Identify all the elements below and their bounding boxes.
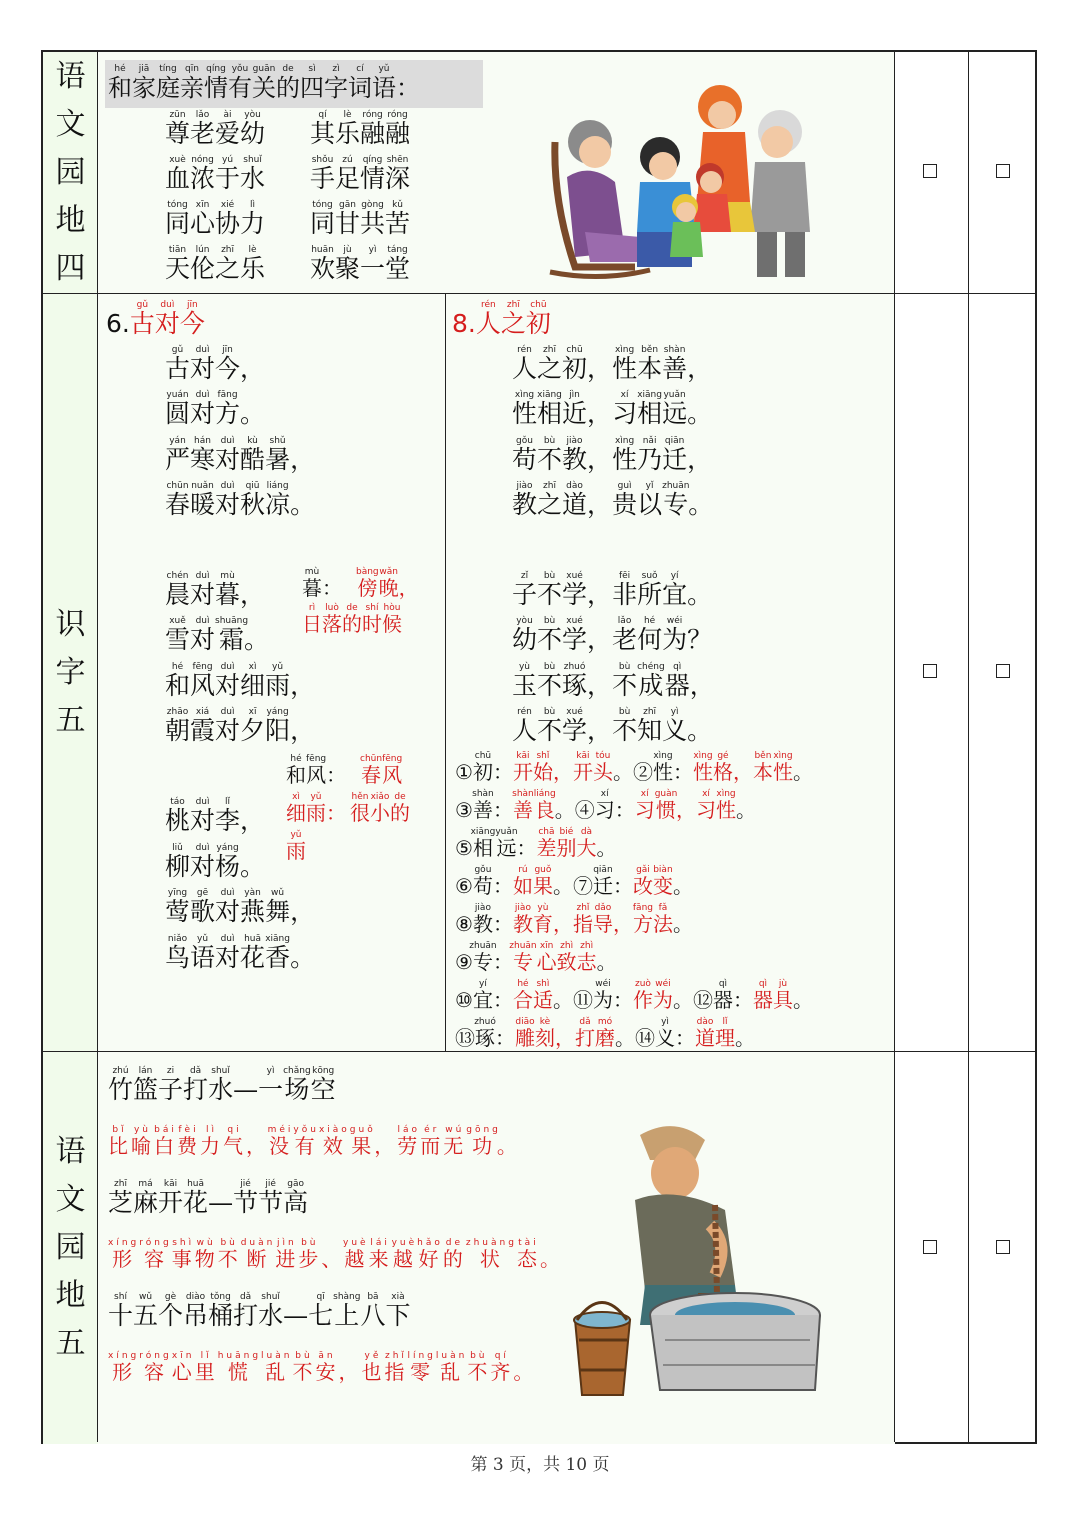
ruby-text-line: 细xì雨yǔ： [286, 792, 346, 825]
divider [43, 1051, 1035, 1052]
ruby-text-line: 同tóng甘gān共gòng苦kǔ [310, 200, 411, 238]
section1-title: 和hé家jiā庭tíng亲qīn情qíng有yǒu关guān的de四sì字zì词cí语yǔ： [108, 64, 420, 102]
divider [97, 52, 98, 1442]
ruby-text-line: 性xìng相xiāng近jìn，习xí相xiāng远yuǎn。 [512, 390, 713, 428]
poem-8-heading: 8.人rén之zhī初chū [452, 300, 551, 338]
ruby-text-line: ③善shàn：善shàn良liáng。④习xí：习xí惯guàn，习xí性xìng。 [455, 789, 757, 822]
ruby-text-line: 苟gǒu不bù教jiào，性xìng乃nǎi迁qiān， [512, 436, 713, 474]
ruby-text-line: ⑧教jiào：教jiào育yù，指zhǐ导dǎo，方fāng法fǎ。 [455, 903, 693, 936]
ruby-text-line: ⑤相xiāng远yuǎn：差chā别bié大dà。 [455, 827, 617, 860]
ruby-text-line: 芝zhī麻má开kāi花huā—节jié节jié高gāo [108, 1179, 309, 1217]
section-label-shizi-5 [43, 294, 98, 1051]
ruby-text-line: 雨yǔ [286, 830, 306, 863]
ruby-text-line: 暮mù： [302, 567, 342, 600]
checkbox-s2-b[interactable] [996, 664, 1010, 678]
ruby-text-line: 古gǔ对duì今jīn， [165, 345, 266, 383]
ruby-text-line: 尊zūn老lǎo爱ài幼yòu [165, 110, 266, 148]
ruby-text-line: 竹zhú篮lán子zi打dǎ水shuǐ—一yì场chǎng空kōng [108, 1066, 336, 1104]
label-char: 字 [55, 654, 86, 690]
ruby-text-line: 和hé风fēng： [286, 754, 347, 787]
ruby-text-line: 圆yuán对duì方fāng。 [165, 390, 266, 428]
label-char: 园 [55, 1230, 86, 1265]
ruby-text-line: 人rén之zhī初chū，性xìng本běn善shàn， [512, 345, 713, 383]
ruby-text-line: 血xuè浓nóng于yú水shuǐ [165, 155, 266, 193]
checkbox-s1-a[interactable] [923, 164, 937, 178]
ruby-text-line: 比bǐ喻yù白bái费fèi力lì气qi，没méi有yǒu效xiào果guǒ，劳láo而ér无wú功gōng。 [108, 1125, 520, 1158]
page-footer: 第 3 页，共 10 页 [470, 1455, 610, 1475]
ruby-text-line: 春chūn风fēng [360, 754, 403, 787]
label-char: 地 [55, 202, 86, 238]
label-char: 五 [55, 1326, 86, 1361]
label-char: 五 [55, 702, 86, 738]
label-char: 园 [55, 154, 86, 190]
ruby-text-line: 十shí五wǔ个gè吊diào桶tǒng打dǎ水shuǐ—七qī上shàng八bā下xià [108, 1292, 411, 1330]
ruby-text-line: 形xíng容róng事shì物wù不bù断duàn进jìn步bù、越yuè来lái越yuè好hǎo的de状zhuàng态tài。 [108, 1238, 563, 1271]
checkbox-s3-a[interactable] [923, 1240, 937, 1254]
label-char: 语 [55, 1134, 86, 1169]
checkbox-s3-b[interactable] [996, 1240, 1010, 1254]
ruby-text-line: 幼yòu不bù学xué，老lǎo何hé为wéi？ [512, 616, 713, 654]
ruby-text-line: 教jiào之zhī道dào，贵guì以yǐ专zhuān。 [512, 481, 714, 519]
boy-at-well-illustration [565, 1115, 865, 1405]
divider [968, 52, 969, 1442]
ruby-text-line: 人rén不bù学xué，不bù知zhī义yì。 [512, 707, 713, 745]
label-char: 文 [55, 1182, 86, 1217]
poem-6-heading: 6.古gǔ对duì今jīn [106, 300, 205, 338]
ruby-text-line: 形xíng容róng心xīn里lǐ慌huāng乱luàn不bù安ān，也yě指zhǐ零líng乱luàn不bù齐qí。 [108, 1351, 537, 1384]
ruby-text-line: 严yán寒hán对duì酷kù暑shǔ， [165, 436, 316, 474]
ruby-text-line: 很hěn小xiǎo的de [350, 792, 410, 825]
ruby-text-line: 晨chén对duì暮mù， [165, 571, 266, 609]
section-label-yuwen-yuandi-4 [43, 52, 98, 293]
ruby-text-line: 春chūn暖nuǎn对duì秋qiū凉liáng。 [165, 481, 316, 519]
divider [43, 293, 1035, 294]
checkbox-s1-b[interactable] [996, 164, 1010, 178]
label-char: 语 [55, 58, 86, 94]
ruby-text-line: 日rì落luò的de时shí候hòu [302, 603, 402, 636]
ruby-text-line: 雪xuě对duì霜shuāng。 [165, 616, 270, 654]
divider [445, 294, 446, 1051]
family-illustration [545, 82, 845, 282]
checkbox-s2-a[interactable] [923, 664, 937, 678]
ruby-text-line: 手shǒu足zú情qíng深shēn [310, 155, 411, 193]
ruby-text-line: ⑩宜yí：合hé适shì。⑪为wéi：作zuò为wéi。⑫器qì：器qì具jù。 [455, 979, 813, 1012]
section-label-yuwen-yuandi-5 [43, 1052, 98, 1444]
ruby-text-line: 子zǐ不bù学xué，非fēi所suǒ宜yí。 [512, 571, 713, 609]
ruby-text-line: ⑥苟gǒu：如rú果guǒ。⑦迁qiān：改gǎi变biàn。 [455, 865, 693, 898]
label-char: 文 [55, 106, 86, 142]
ruby-text-line: 朝zhāo霞xiá对duì夕xī阳yáng， [165, 707, 316, 745]
ruby-text-line: 其qí乐lè融róng融róng [310, 110, 411, 148]
ruby-text-line: 玉yù不bù琢zhuó，不bù成chéng器qì， [512, 662, 715, 700]
ruby-text-line: 柳liǔ对duì杨yáng。 [165, 843, 266, 881]
label-char: 地 [55, 1278, 86, 1313]
divider [894, 52, 895, 1442]
ruby-text-line: 莺yīng歌gē对duì燕yàn舞wǔ， [165, 888, 316, 926]
ruby-text-line: ⑬琢zhuó：雕diāo刻kè，打dǎ磨mó。⑭义yì：道dào理lǐ。 [455, 1017, 755, 1050]
ruby-text-line: 桃táo对duì李lǐ， [165, 797, 266, 835]
ruby-text-line: 和hé风fēng对duì细xì雨yǔ， [165, 662, 316, 700]
ruby-text-line: 鸟niǎo语yǔ对duì花huā香xiāng。 [165, 934, 316, 972]
ruby-text-line: 天tiān伦lún之zhī乐lè [165, 245, 266, 283]
label-char: 四 [55, 250, 86, 286]
ruby-text-line: ⑨专zhuān：专zhuān心xīn致zhì志zhì。 [455, 941, 617, 974]
label-char: 识 [55, 606, 86, 642]
ruby-text-line: ①初chū：开kāi始shǐ，开kāi头tóu。②性xìng：性xìng格gé，本běn性xìng。 [455, 751, 813, 784]
ruby-text-line: 傍bàng晚wǎn， [356, 567, 419, 600]
ruby-text-line: 欢huān聚jù一yì堂táng [310, 245, 411, 283]
ruby-text-line: 同tóng心xīn协xié力lì [165, 200, 266, 238]
